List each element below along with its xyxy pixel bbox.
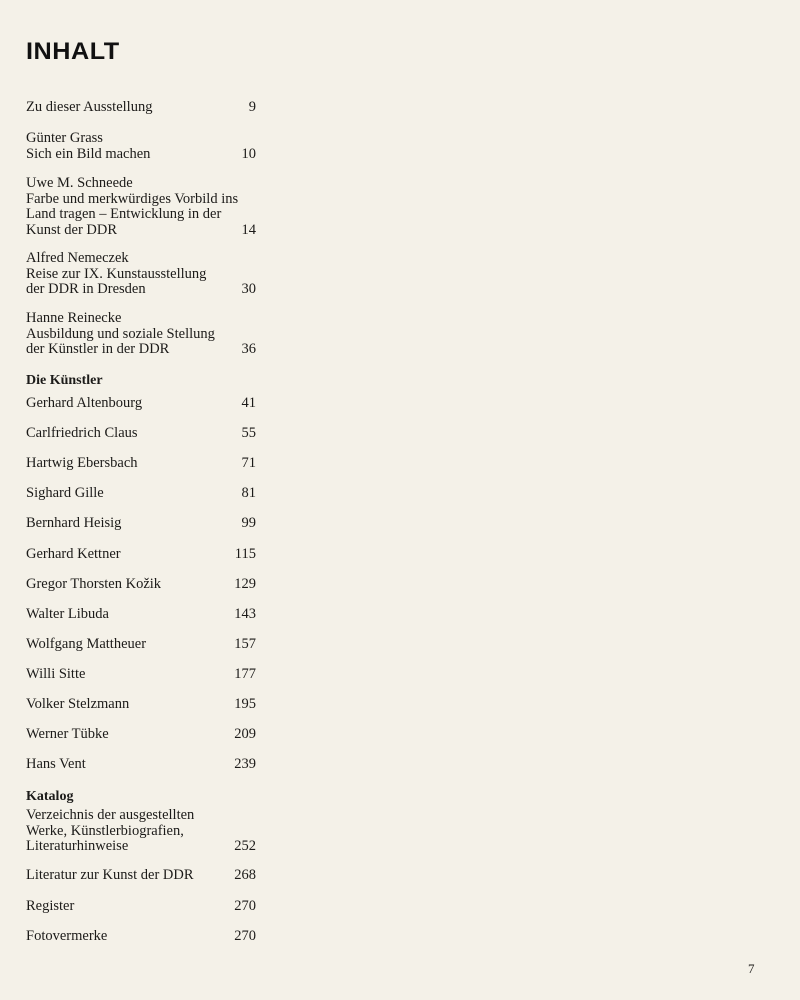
entry-text: Literatur zur Kunst der DDR	[26, 867, 194, 883]
entry-text: Werner Tübke	[26, 726, 109, 743]
entry-text: Carlfriedrich Claus	[26, 425, 138, 442]
entry-text: Hanne Reinecke	[26, 310, 122, 326]
entry-page-number: 209	[234, 726, 256, 743]
entry-page-number: 157	[234, 635, 256, 652]
entry-page-number: 195	[234, 696, 256, 712]
entry-page-number: 129	[234, 575, 256, 592]
toc-entry-artist	[26, 426, 256, 442]
toc-entry	[26, 176, 256, 238]
entry-text: Register	[26, 898, 75, 914]
entry-text: Volker Stelzmann	[26, 696, 130, 712]
entry-text: Walter Libuda	[26, 605, 109, 622]
entry-text: Farbe und merkwürdiges Vorbild ins	[26, 190, 239, 207]
entry-text: der DDR in Dresden	[26, 281, 146, 297]
entry-text: Sich ein Bild machen	[26, 145, 151, 162]
entry-text: Bernhard Heisig	[26, 515, 122, 532]
entry-text: Hartwig Ebersbach	[26, 455, 138, 472]
entry-page-number: 99	[241, 515, 256, 532]
entry-page-number: 41	[241, 395, 256, 411]
entry-text: Verzeichnis der ausgestellten	[26, 807, 195, 823]
toc-entry-artist	[26, 547, 256, 563]
entry-page-number: 268	[234, 867, 256, 883]
entry-text: Werke, Künstlerbiografien,	[26, 822, 184, 839]
toc-entry	[26, 808, 256, 855]
toc-entry-artist	[26, 456, 256, 472]
toc-entry-artist	[26, 697, 256, 713]
toc-entry	[26, 929, 256, 945]
entry-text: Hans Vent	[26, 756, 86, 773]
toc-entry-artist	[26, 757, 256, 773]
entry-text: Uwe M. Schneede	[26, 175, 133, 191]
entry-text: Reise zur IX. Kunstausstellung	[26, 265, 207, 282]
toc-entry	[26, 311, 256, 358]
entry-page-number: 270	[234, 898, 256, 914]
entry-page-number: 143	[234, 605, 256, 622]
entry-page-number: 81	[241, 485, 256, 502]
entry-page-number: 239	[234, 756, 256, 773]
page-title: INHALT	[26, 38, 120, 65]
entry-text: Land tragen – Entwicklung in der	[26, 206, 222, 222]
section-heading-artists: Die Künstler	[26, 373, 103, 388]
entry-text: Zu dieser Ausstellung	[26, 99, 153, 115]
entry-page-number: 10	[241, 145, 256, 162]
toc-entry	[26, 899, 256, 915]
entry-text: Günter Grass	[26, 130, 103, 146]
entry-text: Kunst der DDR	[26, 221, 118, 238]
toc-entry-artist	[26, 396, 256, 412]
entry-text: Gerhard Kettner	[26, 545, 121, 562]
entry-text: Willi Sitte	[26, 665, 86, 682]
toc-entry	[26, 251, 256, 298]
entry-page-number: 177	[234, 665, 256, 682]
toc-entry-artist	[26, 516, 256, 532]
entry-text: Literaturhinweise	[26, 838, 129, 854]
entry-text: Ausbildung und soziale Stellung	[26, 325, 215, 342]
toc-entry-artist	[26, 486, 256, 502]
toc-entry-artist	[26, 667, 256, 683]
entry-page-number: 270	[234, 928, 256, 944]
toc-entry-artist	[26, 637, 256, 653]
entry-page-number: 9	[248, 99, 256, 115]
entry-page-number: 252	[234, 838, 256, 854]
page-number: 7	[748, 961, 755, 976]
toc-entry	[26, 868, 256, 884]
entry-text: Sighard Gille	[26, 485, 104, 502]
entry-page-number: 71	[241, 455, 256, 472]
toc-entry-artist	[26, 577, 256, 593]
entry-page-number: 36	[241, 341, 256, 357]
toc-entry-artist	[26, 727, 256, 743]
entry-page-number: 30	[241, 281, 256, 297]
entry-page-number: 14	[241, 221, 256, 238]
toc-entry	[26, 100, 256, 116]
toc-entry	[26, 131, 256, 162]
entry-page-number: 55	[241, 425, 256, 442]
entry-text: Wolfgang Mattheuer	[26, 635, 147, 652]
section-heading-catalog: Katalog	[26, 789, 74, 804]
entry-text: Alfred Nemeczek	[26, 250, 129, 266]
entry-page-number: 115	[234, 545, 256, 562]
entry-text: der Künstler in der DDR	[26, 341, 170, 357]
entry-text: Gerhard Altenbourg	[26, 395, 143, 411]
entry-text: Gregor Thorsten Kožik	[26, 575, 162, 592]
entry-text: Fotovermerke	[26, 928, 108, 944]
toc-entry-artist	[26, 607, 256, 623]
